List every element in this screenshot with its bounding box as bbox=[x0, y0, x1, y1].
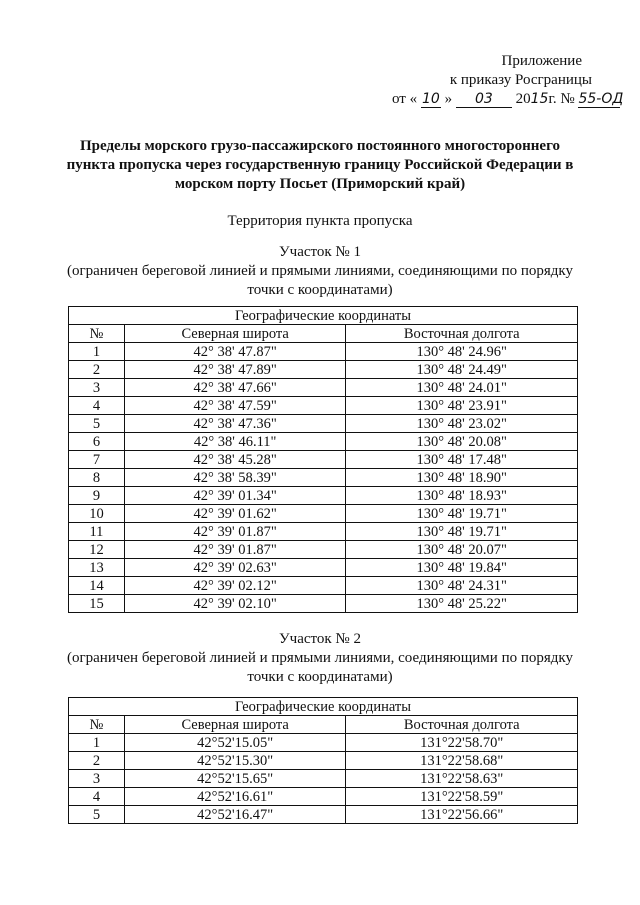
point-number-cell: 5 bbox=[69, 415, 125, 433]
point-number-cell: 4 bbox=[69, 788, 125, 806]
section-1-rows bbox=[69, 343, 578, 613]
longitude-cell: 130° 48' 18.90" bbox=[346, 469, 578, 487]
point-number-cell: 14 bbox=[69, 577, 125, 595]
longitude-cell: 131°22'56.66" bbox=[346, 806, 578, 824]
latitude-cell: 42°52'15.30" bbox=[124, 752, 346, 770]
col-longitude-header: Восточная долгота bbox=[346, 325, 578, 343]
appendix-title: Приложение bbox=[501, 53, 582, 69]
latitude-cell: 42°52'16.47" bbox=[124, 806, 346, 824]
table-row bbox=[69, 469, 578, 487]
point-number-cell: 6 bbox=[69, 433, 125, 451]
longitude-cell: 130° 48' 23.91" bbox=[346, 397, 578, 415]
latitude-cell: 42° 38' 47.89" bbox=[124, 361, 346, 379]
latitude-cell: 42° 39' 01.34" bbox=[124, 487, 346, 505]
latitude-cell: 42° 39' 02.12" bbox=[124, 577, 346, 595]
latitude-cell: 42° 39' 01.87" bbox=[124, 523, 346, 541]
territory-heading: Территория пункта пропуска bbox=[227, 213, 413, 229]
date-year-suffix: 15 bbox=[530, 91, 549, 107]
latitude-cell: 42° 39' 02.10" bbox=[124, 595, 346, 613]
longitude-cell: 130° 48' 23.02" bbox=[346, 415, 578, 433]
section-2-table bbox=[68, 697, 578, 824]
longitude-cell: 130° 48' 24.31" bbox=[346, 577, 578, 595]
longitude-cell: 131°22'58.63" bbox=[346, 770, 578, 788]
point-number-cell: 10 bbox=[69, 505, 125, 523]
table-row bbox=[69, 577, 578, 595]
point-number-cell: 5 bbox=[69, 806, 125, 824]
table-row bbox=[69, 451, 578, 469]
table-row bbox=[69, 415, 578, 433]
latitude-cell: 42° 38' 47.66" bbox=[124, 379, 346, 397]
table-row bbox=[69, 523, 578, 541]
table-row bbox=[69, 595, 578, 613]
longitude-cell: 130° 48' 20.07" bbox=[346, 541, 578, 559]
longitude-cell: 130° 48' 20.08" bbox=[346, 433, 578, 451]
longitude-cell: 130° 48' 24.96" bbox=[346, 343, 578, 361]
point-number-cell: 4 bbox=[69, 397, 125, 415]
date-month: 03 bbox=[456, 92, 512, 108]
table-row bbox=[69, 806, 578, 824]
longitude-cell: 130° 48' 17.48" bbox=[346, 451, 578, 469]
latitude-cell: 42° 39' 02.63" bbox=[124, 559, 346, 577]
point-number-cell: 3 bbox=[69, 379, 125, 397]
longitude-cell: 130° 48' 19.84" bbox=[346, 559, 578, 577]
latitude-cell: 42°52'15.65" bbox=[124, 770, 346, 788]
table-row bbox=[69, 397, 578, 415]
longitude-cell: 130° 48' 19.71" bbox=[346, 505, 578, 523]
latitude-cell: 42° 38' 58.39" bbox=[124, 469, 346, 487]
table-row bbox=[69, 505, 578, 523]
point-number-cell: 15 bbox=[69, 595, 125, 613]
table-row bbox=[69, 433, 578, 451]
col-number-header: № bbox=[69, 325, 125, 343]
point-number-cell: 8 bbox=[69, 469, 125, 487]
point-number-cell: 12 bbox=[69, 541, 125, 559]
point-number-cell: 1 bbox=[69, 734, 125, 752]
order-number-label: г. № bbox=[548, 91, 575, 107]
section-2-desc-2: точки с координатами) bbox=[247, 669, 393, 685]
table-title: Географические координаты bbox=[69, 307, 578, 325]
section-1-desc-2: точки с координатами) bbox=[247, 282, 393, 298]
table-row bbox=[69, 379, 578, 397]
latitude-cell: 42° 38' 47.36" bbox=[124, 415, 346, 433]
col-longitude-header: Восточная долгота bbox=[346, 716, 578, 734]
point-number-cell: 7 bbox=[69, 451, 125, 469]
document-title bbox=[50, 137, 590, 194]
point-number-cell: 11 bbox=[69, 523, 125, 541]
order-number: 55-ОД bbox=[578, 91, 624, 107]
latitude-cell: 42° 38' 47.59" bbox=[124, 397, 346, 415]
appendix-block bbox=[392, 52, 624, 109]
section-1-heading: Участок № 1 bbox=[279, 244, 361, 260]
appendix-date-line bbox=[392, 90, 624, 109]
section-1-table bbox=[68, 306, 578, 613]
point-number-cell: 1 bbox=[69, 343, 125, 361]
latitude-cell: 42° 38' 47.87" bbox=[124, 343, 346, 361]
date-prefix: от « bbox=[392, 91, 418, 107]
point-number-cell: 13 bbox=[69, 559, 125, 577]
longitude-cell: 130° 48' 24.01" bbox=[346, 379, 578, 397]
section-1-desc-1: (ограничен береговой линией и прямыми линиями, соединяющими по порядку bbox=[66, 263, 573, 279]
title-line-2: пункта пропуска через государственную границу Российской Федерации в bbox=[66, 157, 574, 173]
point-number-cell: 2 bbox=[69, 752, 125, 770]
date-day: 10 bbox=[421, 91, 440, 107]
longitude-cell: 131°22'58.68" bbox=[346, 752, 578, 770]
table-row bbox=[69, 770, 578, 788]
col-latitude-header: Северная широта bbox=[124, 325, 346, 343]
latitude-cell: 42°52'15.05" bbox=[124, 734, 346, 752]
latitude-cell: 42° 38' 45.28" bbox=[124, 451, 346, 469]
latitude-cell: 42° 38' 46.11" bbox=[124, 433, 346, 451]
section-2-rows bbox=[69, 734, 578, 824]
longitude-cell: 130° 48' 25.22" bbox=[346, 595, 578, 613]
longitude-cell: 131°22'58.70" bbox=[346, 734, 578, 752]
table-row bbox=[69, 361, 578, 379]
longitude-cell: 130° 48' 18.93" bbox=[346, 487, 578, 505]
point-number-cell: 2 bbox=[69, 361, 125, 379]
title-line-3: морском порту Посьет (Приморский край) bbox=[174, 176, 466, 192]
latitude-cell: 42°52'16.61" bbox=[124, 788, 346, 806]
section-2-heading: Участок № 2 bbox=[279, 631, 361, 647]
date-mid: » bbox=[444, 91, 453, 107]
title-line-1: Пределы морского грузо-пассажирского постоянного многостороннего bbox=[79, 138, 561, 154]
point-number-cell: 9 bbox=[69, 487, 125, 505]
longitude-cell: 130° 48' 24.49" bbox=[346, 361, 578, 379]
date-year-prefix: 20 bbox=[515, 91, 531, 107]
table-row bbox=[69, 788, 578, 806]
point-number-cell: 3 bbox=[69, 770, 125, 788]
table-row bbox=[69, 734, 578, 752]
latitude-cell: 42° 39' 01.62" bbox=[124, 505, 346, 523]
appendix-order: к приказу Росграницы bbox=[449, 72, 592, 88]
table-row bbox=[69, 752, 578, 770]
latitude-cell: 42° 39' 01.87" bbox=[124, 541, 346, 559]
table-row bbox=[69, 541, 578, 559]
longitude-cell: 131°22'58.59" bbox=[346, 788, 578, 806]
table-row bbox=[69, 487, 578, 505]
table-row bbox=[69, 343, 578, 361]
table-title: Географические координаты bbox=[69, 698, 578, 716]
col-number-header: № bbox=[69, 716, 125, 734]
table-row bbox=[69, 559, 578, 577]
col-latitude-header: Северная широта bbox=[124, 716, 346, 734]
longitude-cell: 130° 48' 19.71" bbox=[346, 523, 578, 541]
section-2-desc-1: (ограничен береговой линией и прямыми линиями, соединяющими по порядку bbox=[66, 650, 573, 666]
